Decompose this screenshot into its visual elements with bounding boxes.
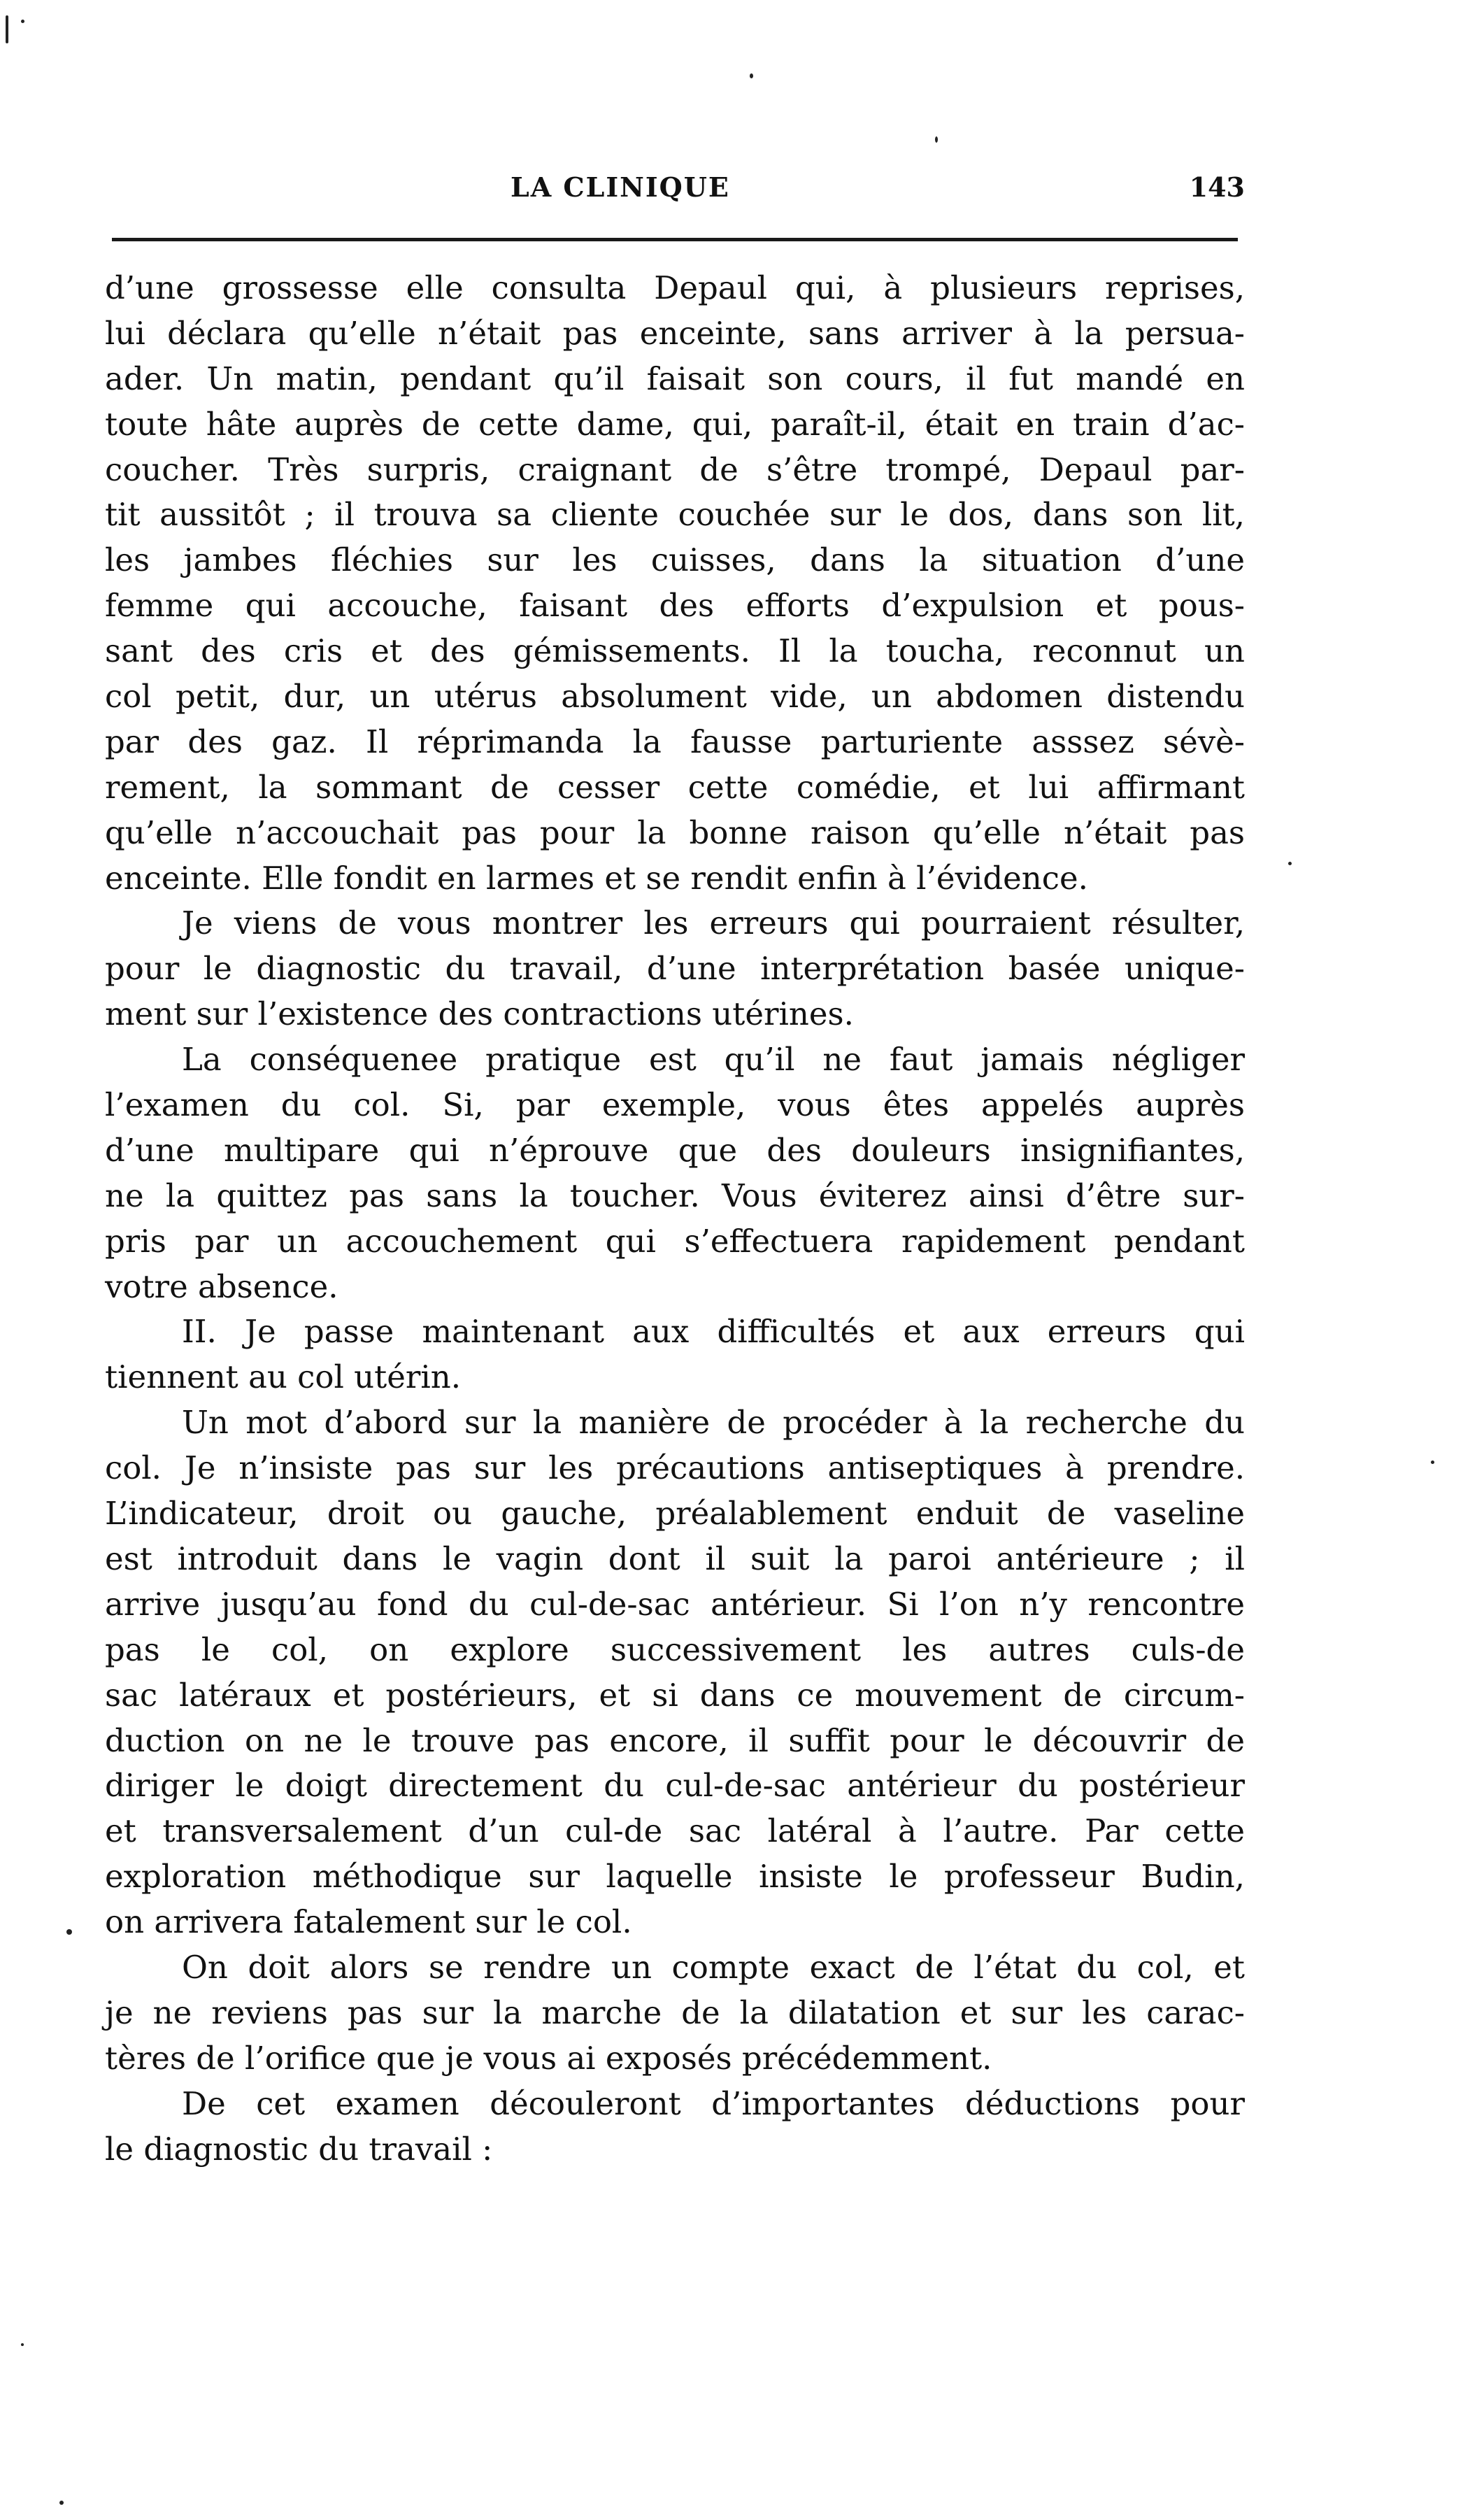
text-line: De cet examen découleront d’importantes déductions pour xyxy=(182,2084,1245,2122)
text-line: d’une multipare qui n’éprouve que des douleurs insignifiantes, xyxy=(105,1131,1245,1169)
text-line: femme qui accouche, faisant des efforts d’expulsion et pous- xyxy=(105,587,1245,625)
print-speck xyxy=(21,2343,24,2346)
text-line: tiennent au col utérin. xyxy=(105,1358,462,1396)
text-line: col. Je n’insiste pas sur les précautions antiseptiques à prendre. xyxy=(105,1449,1245,1487)
text-line: tit aussitôt ; il trouva sa cliente couchée sur le dos, dans son lit, xyxy=(105,496,1245,534)
text-line: rement, la sommant de cesser cette comédie, et lui affirmant xyxy=(105,768,1245,806)
text-line: duction on ne le trouve pas encore, il suffit pour le découvrir de xyxy=(105,1721,1245,1759)
text-line: d’une grossesse elle consulta Depaul qui, à plusieurs reprises, xyxy=(105,269,1245,306)
text-line: pas le col, on explore successivement les autres culs-de xyxy=(105,1630,1245,1668)
print-speck xyxy=(1288,862,1292,865)
text-line: ment sur l’existence des contractions utérines. xyxy=(105,995,854,1033)
text-line: le diagnostic du travail : xyxy=(105,2130,493,2168)
text-line: l’examen du col. Si, par exemple, vous êtes appelés auprès xyxy=(105,1086,1245,1124)
text-line: sant des cris et des gémissements. Il la toucha, reconnut un xyxy=(105,632,1245,670)
text-line: sac latéraux et postérieurs, et si dans ce mouvement de circum- xyxy=(105,1676,1245,1714)
text-line: enceinte. Elle fondit en larmes et se rendit enfin à l’évidence. xyxy=(105,859,1088,897)
text-line: diriger le doigt directement du cul-de-sac antérieur du postérieur xyxy=(105,1767,1245,1805)
text-line: tères de l’orifice que je vous ai exposés précédemment. xyxy=(105,2039,992,2077)
text-line: On doit alors se rendre un compte exact de l’état du col, et xyxy=(182,1948,1245,1986)
text-line: pour le diagnostic du travail, d’une interprétation basée unique- xyxy=(105,950,1245,988)
print-speck xyxy=(935,136,938,143)
text-line: exploration méthodique sur laquelle insiste le professeur Budin, xyxy=(105,1858,1245,1896)
text-line: Je viens de vous montrer les erreurs qui pourraient résulter, xyxy=(182,904,1245,942)
text-line: est introduit dans le vagin dont il suit la paroi antérieure ; il xyxy=(105,1540,1245,1577)
text-line: toute hâte auprès de cette dame, qui, paraît-il, était en train d’ac- xyxy=(105,405,1245,443)
text-line: on arrivera fatalement sur le col. xyxy=(105,1903,632,1941)
text-line: L’indicateur, droit ou gauche, préalablement enduit de vaseline xyxy=(105,1495,1245,1533)
text-line: votre absence. xyxy=(105,1267,338,1305)
text-line: II. Je passe maintenant aux difficultés et aux erreurs qui xyxy=(182,1313,1245,1351)
page-number: 143 xyxy=(1189,171,1245,203)
text-line: coucher. Très surpris, craignant de s’être trompé, Depaul par- xyxy=(105,450,1245,488)
text-line: col petit, dur, un utérus absolument vide, un abdomen distendu xyxy=(105,678,1245,716)
running-header xyxy=(105,171,1245,213)
print-speck xyxy=(66,1929,72,1935)
running-title: LA CLINIQUE xyxy=(511,171,730,203)
text-line: les jambes fléchies sur les cuisses, dans la situation d’une xyxy=(105,541,1245,579)
text-line: par des gaz. Il réprimanda la fausse parturiente asssez sévè- xyxy=(105,723,1245,760)
text-line: lui déclara qu’elle n’était pas enceinte, sans arriver à la persua- xyxy=(105,314,1245,352)
print-speck xyxy=(21,20,24,23)
text-line: Un mot d’abord sur la manière de procéder à la recherche du xyxy=(182,1404,1245,1442)
text-line: La conséquenee pratique est qu’il ne faut jamais négliger xyxy=(182,1041,1245,1079)
header-rule xyxy=(112,238,1238,241)
print-speck xyxy=(6,15,8,43)
text-line: pris par un accouchement qui s’effectuera rapidement pendant xyxy=(105,1222,1245,1260)
text-line: et transversalement d’un cul-de sac latéral à l’autre. Par cette xyxy=(105,1812,1245,1850)
text-line: je ne reviens pas sur la marche de la dilatation et sur les carac- xyxy=(105,1993,1245,2031)
print-speck xyxy=(1431,1460,1434,1464)
text-line: ne la quittez pas sans la toucher. Vous éviterez ainsi d’être sur- xyxy=(105,1177,1245,1214)
print-speck xyxy=(750,73,753,78)
print-speck xyxy=(59,2501,64,2505)
text-line: arrive jusqu’au fond du cul-de-sac antérieur. Si l’on n’y rencontre xyxy=(105,1585,1245,1623)
text-line: ader. Un matin, pendant qu’il faisait son cours, il fut mandé en xyxy=(105,360,1245,397)
text-line: qu’elle n’accouchait pas pour la bonne raison qu’elle n’était pas xyxy=(105,813,1245,851)
body-text xyxy=(105,266,1245,2172)
